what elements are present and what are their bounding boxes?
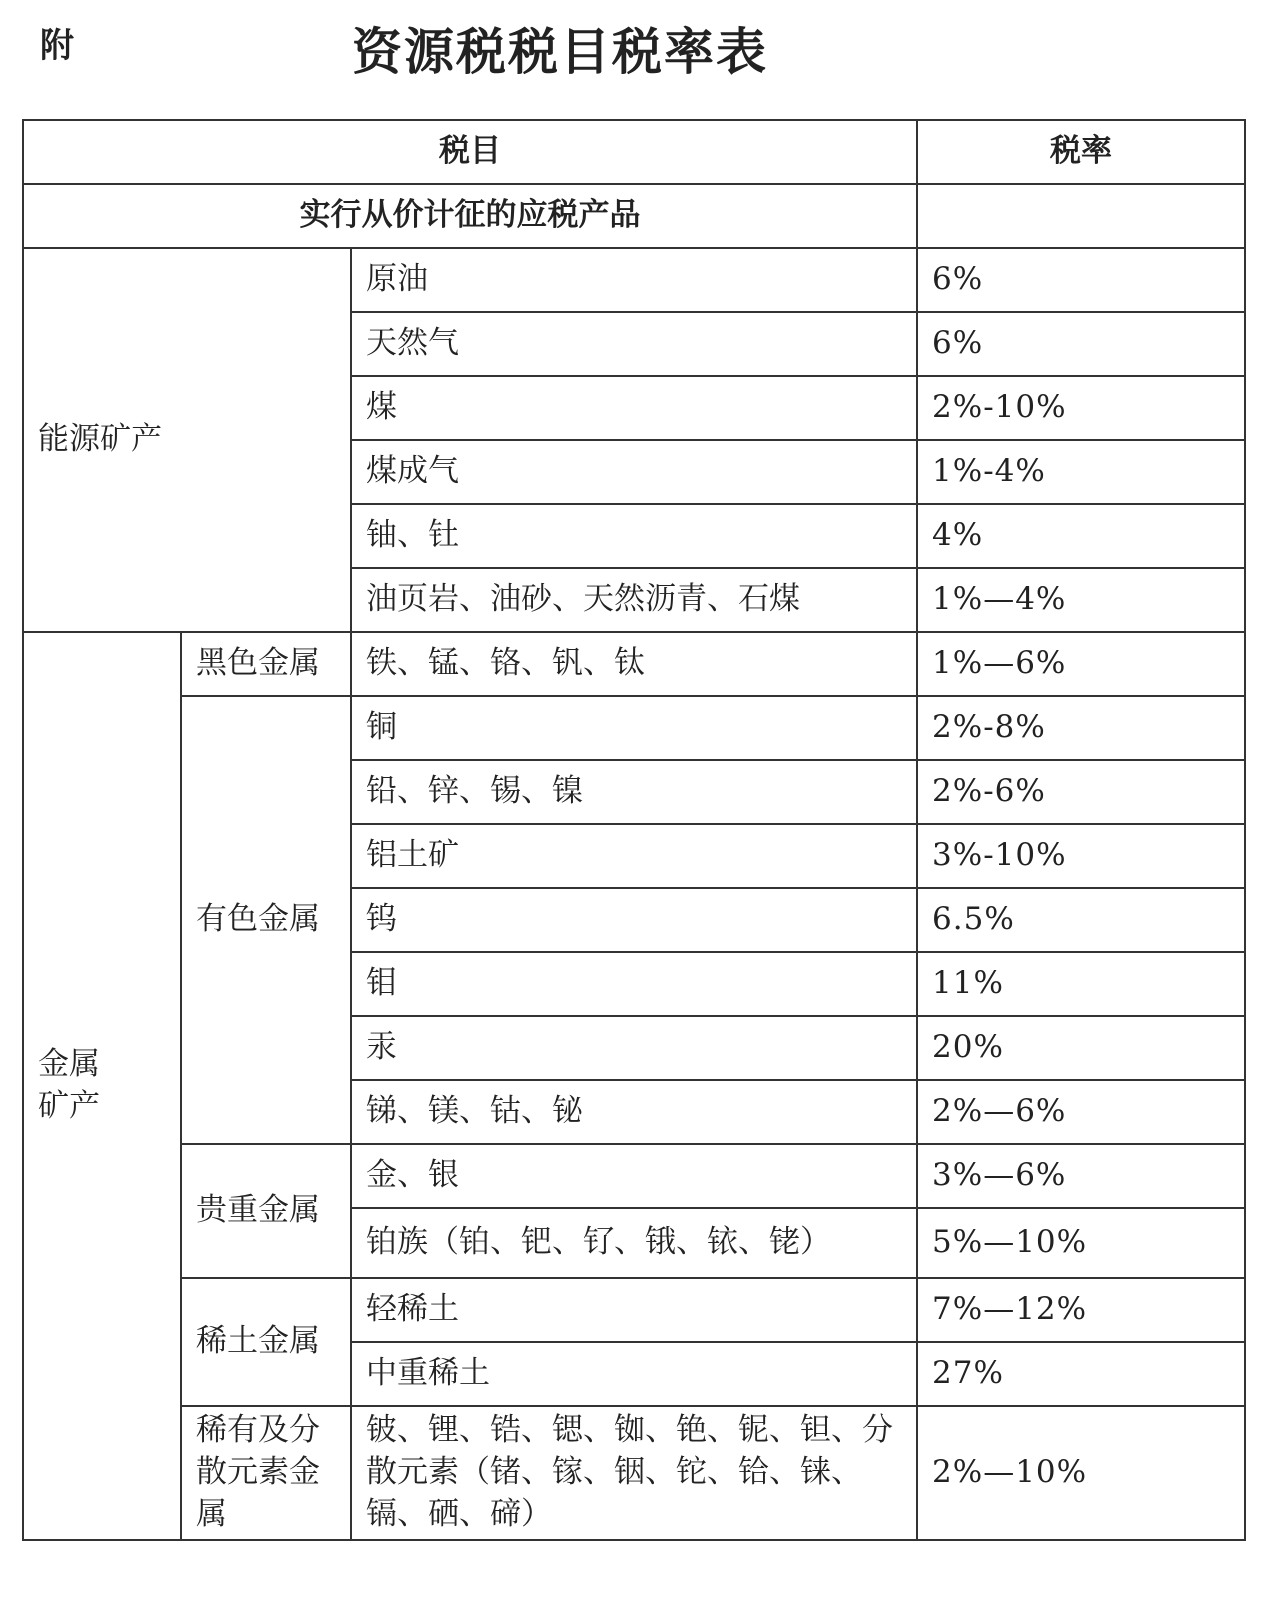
rate-cell: 11% bbox=[917, 952, 1245, 1016]
tax-rate-table bbox=[22, 119, 1246, 1541]
rate-cell: 1%-4% bbox=[917, 440, 1245, 504]
rate-cell: 2%—6% bbox=[917, 1080, 1245, 1144]
rate-cell: 6% bbox=[917, 312, 1245, 376]
table-row bbox=[23, 1144, 1245, 1208]
rate-cell: 2%—10% bbox=[917, 1406, 1245, 1540]
item-cell: 钨 bbox=[351, 888, 917, 952]
table-row bbox=[23, 632, 1245, 696]
subcategory-rare-dispersed: 稀有及分散元素金属 bbox=[181, 1406, 351, 1540]
rate-cell: 4% bbox=[917, 504, 1245, 568]
item-cell: 铜 bbox=[351, 696, 917, 760]
rate-cell: 27% bbox=[917, 1342, 1245, 1406]
item-cell: 铁、锰、铬、钒、钛 bbox=[351, 632, 917, 696]
item-cell: 锑、镁、钴、铋 bbox=[351, 1080, 917, 1144]
item-cell: 原油 bbox=[351, 248, 917, 312]
table-row bbox=[23, 696, 1245, 760]
item-cell: 铍、锂、锆、锶、铷、铯、铌、钽、分散元素（锗、镓、铟、铊、铪、铼、镉、硒、碲） bbox=[351, 1406, 917, 1540]
item-cell: 煤 bbox=[351, 376, 917, 440]
item-cell: 铅、锌、锡、镍 bbox=[351, 760, 917, 824]
annex-label: 附 bbox=[40, 26, 74, 66]
item-cell: 铀、钍 bbox=[351, 504, 917, 568]
item-cell: 汞 bbox=[351, 1016, 917, 1080]
item-cell: 天然气 bbox=[351, 312, 917, 376]
subcategory-rare-earth: 稀土金属 bbox=[181, 1278, 351, 1406]
item-cell: 铝土矿 bbox=[351, 824, 917, 888]
rate-cell: 5%—10% bbox=[917, 1208, 1245, 1278]
rate-cell: 3%-10% bbox=[917, 824, 1245, 888]
table-row bbox=[23, 1406, 1245, 1540]
table-row bbox=[23, 248, 1245, 312]
rate-cell: 6% bbox=[917, 248, 1245, 312]
rate-cell: 6.5% bbox=[917, 888, 1245, 952]
section-rate-empty bbox=[917, 184, 1245, 248]
rate-cell: 2%-8% bbox=[917, 696, 1245, 760]
item-cell: 金、银 bbox=[351, 1144, 917, 1208]
rate-cell: 20% bbox=[917, 1016, 1245, 1080]
table-row bbox=[23, 1278, 1245, 1342]
item-cell: 煤成气 bbox=[351, 440, 917, 504]
header-rate: 税率 bbox=[917, 120, 1245, 184]
item-cell: 轻稀土 bbox=[351, 1278, 917, 1342]
rate-cell: 1%—6% bbox=[917, 632, 1245, 696]
subcategory-ferrous: 黑色金属 bbox=[181, 632, 351, 696]
page-title: 资源税税目税率表 bbox=[352, 23, 768, 81]
section-row bbox=[23, 184, 1245, 248]
category-metal-line1: 金属 bbox=[38, 1046, 100, 1083]
table-header-row bbox=[23, 120, 1245, 184]
rate-cell: 2%-10% bbox=[917, 376, 1245, 440]
rate-cell: 3%—6% bbox=[917, 1144, 1245, 1208]
item-cell: 油页岩、油砂、天然沥青、石煤 bbox=[351, 568, 917, 632]
item-cell: 中重稀土 bbox=[351, 1342, 917, 1406]
item-cell: 钼 bbox=[351, 952, 917, 1016]
subcategory-nonferrous: 有色金属 bbox=[181, 696, 351, 1144]
section-ad-valorem: 实行从价计征的应税产品 bbox=[23, 184, 917, 248]
category-metal-line2: 矿产 bbox=[38, 1088, 100, 1124]
header-item: 税目 bbox=[23, 120, 917, 184]
subcategory-precious: 贵重金属 bbox=[181, 1144, 351, 1278]
category-energy: 能源矿产 bbox=[23, 248, 351, 632]
item-cell: 铂族（铂、钯、钌、锇、铱、铑） bbox=[351, 1208, 917, 1278]
rate-cell: 1%—4% bbox=[917, 568, 1245, 632]
category-metal bbox=[23, 632, 181, 1540]
rate-cell: 2%-6% bbox=[917, 760, 1245, 824]
rate-cell: 7%—12% bbox=[917, 1278, 1245, 1342]
